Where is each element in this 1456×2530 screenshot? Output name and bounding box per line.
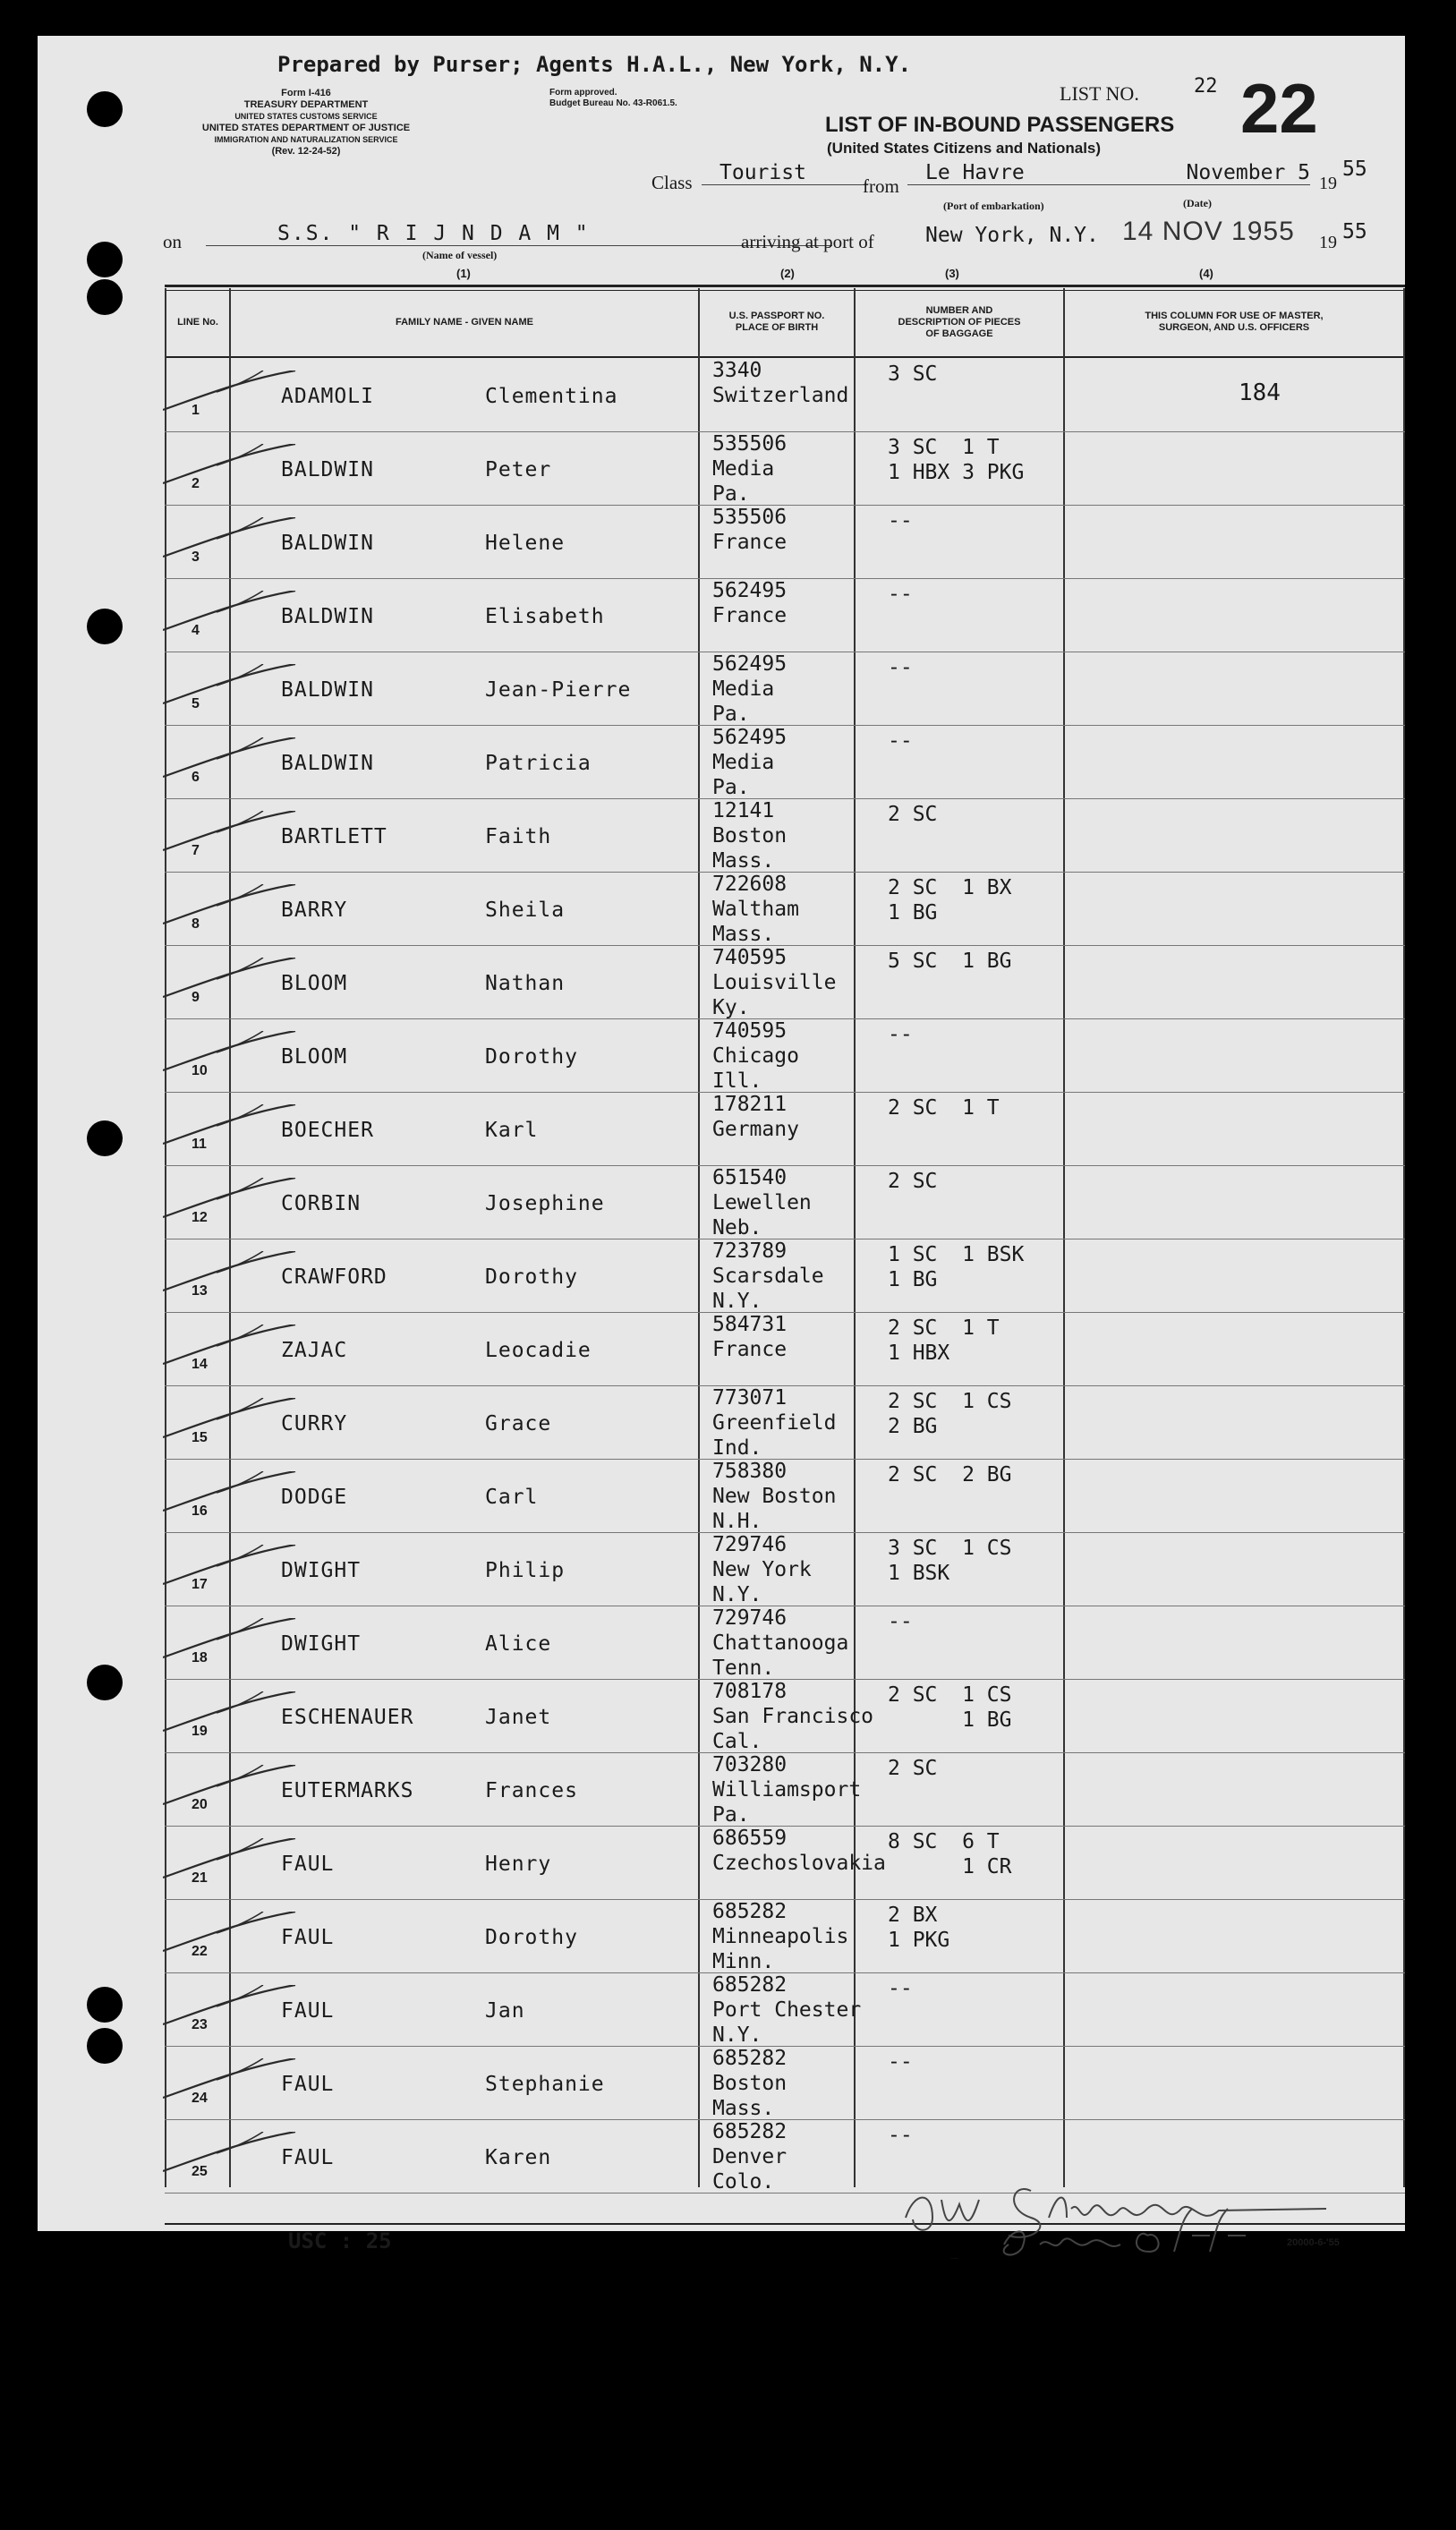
col-header-line: LINE No. <box>177 316 218 328</box>
year-value: 55 <box>1342 158 1367 181</box>
line-number: 24 <box>192 2091 208 2106</box>
passport-cell <box>712 798 787 873</box>
binder-hole <box>87 279 123 315</box>
place-of-birth: San Francisco Cal. <box>712 1705 874 1753</box>
line-number: 12 <box>192 1210 208 1225</box>
place-of-birth: Port Chester N.Y. <box>712 1998 862 2047</box>
table-row <box>38 358 1405 431</box>
baggage: -- <box>888 729 913 753</box>
line-number: 16 <box>192 1504 208 1519</box>
passport-cell <box>712 1165 812 1240</box>
table-row <box>38 431 1405 505</box>
year-prefix: 19 <box>1319 174 1337 193</box>
list-no-typed: 22 <box>1194 75 1218 98</box>
immigration-service: IMMIGRATION AND NATURALIZATION SERVICE <box>214 135 398 144</box>
passport-number: 584731 <box>712 1313 788 1336</box>
passport-number: 729746 <box>712 1533 788 1556</box>
check-mark-icon <box>163 811 297 852</box>
print-code: 20000-6-'55 <box>1287 2237 1340 2248</box>
line-number: 15 <box>192 1430 208 1445</box>
passport-number: 703280 <box>712 1753 788 1776</box>
passport-number: 562495 <box>712 579 788 602</box>
given-name: Peter <box>485 458 552 481</box>
line-number: 22 <box>192 1944 208 1959</box>
check-mark-icon <box>163 371 297 412</box>
line-number: 4 <box>192 623 200 638</box>
svg-text:A W Schumacher: A W Schumacher <box>950 2259 958 2260</box>
given-name: Jan <box>485 1999 525 2023</box>
passport-number: 685282 <box>712 1973 788 1997</box>
list-no-label: LIST NO. <box>1060 82 1139 105</box>
baggage: -- <box>888 2124 913 2147</box>
table-row <box>38 1899 1405 1972</box>
check-mark-icon <box>163 1251 297 1292</box>
passport-number: 773071 <box>712 1386 788 1410</box>
check-mark-icon <box>163 664 297 705</box>
customs-service: UNITED STATES CUSTOMS SERVICE <box>234 112 378 121</box>
check-mark-icon <box>163 1325 297 1366</box>
passport-cell <box>712 578 787 628</box>
passport-cell <box>712 358 848 408</box>
given-name: Dorothy <box>485 1926 578 1949</box>
family-name: FAUL <box>281 2146 335 2169</box>
check-mark-icon <box>163 591 297 632</box>
form-info <box>136 88 476 158</box>
table-top-border-inner <box>165 290 1405 291</box>
given-name: Henry <box>485 1853 552 1876</box>
port-of-embarkation: Le Havre <box>907 161 1122 185</box>
table-row <box>38 1385 1405 1459</box>
family-name: BALDWIN <box>281 458 374 481</box>
given-name: Faith <box>485 825 552 848</box>
arrival-year: 55 <box>1342 220 1367 243</box>
passport-cell <box>712 1826 886 1876</box>
arriving-label: arriving at port of <box>741 231 874 252</box>
table-row <box>38 2046 1405 2119</box>
baggage: 2 SC 1 T 1 HBX <box>888 1316 1000 1365</box>
table-row <box>38 1532 1405 1606</box>
place-of-birth: Louisville Ky. <box>712 971 837 1019</box>
given-name: Helene <box>485 532 566 555</box>
line-number: 10 <box>192 1063 208 1078</box>
table-row <box>38 1165 1405 1239</box>
table-row <box>38 798 1405 872</box>
check-mark-icon <box>163 1765 297 1806</box>
given-name: Clementina <box>485 385 618 408</box>
place-of-birth: Chicago Ill. <box>712 1044 799 1093</box>
table-row <box>38 725 1405 798</box>
col-number-2: (2) <box>780 267 795 280</box>
form-title: LIST OF IN-BOUND PASSENGERS <box>825 113 1175 137</box>
check-mark-icon <box>163 958 297 999</box>
line-number: 6 <box>192 770 200 785</box>
baggage: 2 SC 1 BX 1 BG <box>888 876 1012 924</box>
given-name: Alice <box>485 1632 552 1656</box>
line-number: 2 <box>192 476 200 491</box>
date-caption: (Date) <box>1183 197 1212 209</box>
passport-cell <box>712 1239 824 1314</box>
place-of-birth: Greenfield Ind. <box>712 1411 837 1460</box>
from-label: from <box>863 175 899 197</box>
check-mark-icon <box>163 1031 297 1072</box>
given-name: Karen <box>485 2146 552 2169</box>
family-name: FAUL <box>281 1926 335 1949</box>
table-top-border <box>165 285 1405 287</box>
family-name: CURRY <box>281 1412 348 1435</box>
form-approved-label: Form approved. <box>549 88 617 98</box>
arrival-port: New York, N.Y. <box>925 224 1099 247</box>
place-of-birth: Media Pa. <box>712 751 775 799</box>
passport-number: 651540 <box>712 1166 788 1189</box>
passport-cell <box>712 1899 848 1974</box>
line-number: 19 <box>192 1724 208 1739</box>
baggage: -- <box>888 583 913 606</box>
given-name: Carl <box>485 1486 539 1509</box>
given-name: Karl <box>485 1119 539 1142</box>
check-mark-icon <box>163 517 297 558</box>
place-of-birth: Media Pa. <box>712 677 775 726</box>
place-of-birth: Switzerland <box>712 384 849 407</box>
passport-cell <box>712 945 836 1020</box>
family-name: ADAMOLI <box>281 385 374 408</box>
table-row <box>38 1606 1405 1679</box>
table-row <box>38 1972 1405 2046</box>
table-row <box>38 1459 1405 1532</box>
family-name: DODGE <box>281 1486 348 1509</box>
check-mark-icon <box>163 2058 297 2100</box>
prepared-by: Prepared by Purser; Agents H.A.L., New York, N.Y. <box>277 52 912 77</box>
table-row <box>38 1239 1405 1312</box>
baggage: 3 SC 1 T 1 HBX 3 PKG <box>888 436 1025 484</box>
passport-cell <box>712 2119 787 2194</box>
family-name: BARRY <box>281 899 348 922</box>
passport-number: 740595 <box>712 1019 788 1043</box>
place-of-birth: Media Pa. <box>712 457 775 506</box>
line-number: 3 <box>192 549 200 565</box>
check-mark-icon <box>163 444 297 485</box>
passport-cell <box>712 1972 861 2048</box>
check-mark-icon <box>163 2132 297 2173</box>
given-name: Grace <box>485 1412 552 1435</box>
baggage: 3 SC 1 CS 1 BSK <box>888 1537 1012 1585</box>
class-label: Class <box>651 172 693 193</box>
place-of-birth: New York N.Y. <box>712 1558 812 1606</box>
officer-note: 184 <box>1239 379 1281 406</box>
passport-number: 722608 <box>712 873 788 896</box>
line-number: 25 <box>192 2164 208 2179</box>
table-row <box>38 1679 1405 1752</box>
col-header-name: FAMILY NAME - GIVEN NAME <box>395 316 534 328</box>
baggage: -- <box>888 656 913 679</box>
place-of-birth: Lewellen Neb. <box>712 1191 812 1239</box>
baggage: 2 BX 1 PKG <box>888 1904 950 1952</box>
place-of-birth: Chattanooga Tenn. <box>712 1631 849 1680</box>
col-number-1: (1) <box>456 267 471 280</box>
table-row <box>38 945 1405 1018</box>
family-name: ESCHENAUER <box>281 1706 414 1729</box>
family-name: DWIGHT <box>281 1559 362 1582</box>
check-mark-icon <box>163 1691 297 1733</box>
passport-number: 562495 <box>712 652 788 676</box>
passport-cell <box>712 2046 787 2121</box>
passport-cell <box>712 431 787 507</box>
table-row <box>38 505 1405 578</box>
passport-cell <box>712 1018 799 1094</box>
passport-number: 12141 <box>712 799 775 822</box>
form-number: Form I-416 <box>281 88 331 98</box>
given-name: Stephanie <box>485 2073 605 2096</box>
given-name: Frances <box>485 1779 578 1802</box>
baggage: 2 SC 1 CS 2 BG <box>888 1390 1012 1438</box>
check-mark-icon <box>163 884 297 925</box>
col-header-baggage: NUMBER AND DESCRIPTION OF PIECES OF BAGGAGE <box>898 304 1021 339</box>
family-name: EUTERMARKS <box>281 1779 414 1802</box>
baggage: -- <box>888 2050 913 2074</box>
passport-cell <box>712 1385 836 1461</box>
passport-number: 686559 <box>712 1827 788 1850</box>
col-header-passport: U.S. PASSPORT NO. PLACE OF BIRTH <box>728 311 825 333</box>
check-mark-icon <box>163 1104 297 1146</box>
passport-cell <box>712 652 787 727</box>
family-name: BLOOM <box>281 972 348 995</box>
place-of-birth: France <box>712 604 788 627</box>
treasury-dept: TREASURY DEPARTMENT <box>243 99 369 110</box>
revision: (Rev. 12-24-52) <box>271 146 341 157</box>
vessel-name: S.S. " R I J N D A M " <box>206 222 832 246</box>
table-row <box>38 1826 1405 1899</box>
baggage: 2 SC <box>888 1170 938 1193</box>
date-value: November 5 <box>1122 161 1310 185</box>
check-mark-icon <box>163 1985 297 2026</box>
family-name: CRAWFORD <box>281 1265 387 1289</box>
table-row <box>38 1018 1405 1092</box>
binder-hole <box>87 242 123 277</box>
line-number: 7 <box>192 843 200 858</box>
passport-number: 3340 <box>712 359 762 382</box>
vessel-caption: (Name of vessel) <box>422 249 498 261</box>
place-of-birth: Waltham Mass. <box>712 898 799 946</box>
arrival-year-prefix: 19 <box>1319 233 1337 252</box>
baggage: 2 SC 1 CS 1 BG <box>888 1683 1012 1732</box>
passport-number: 685282 <box>712 1900 788 1923</box>
line-number: 20 <box>192 1797 208 1812</box>
line-number: 11 <box>192 1137 207 1152</box>
given-name: Dorothy <box>485 1045 578 1069</box>
passport-number: 685282 <box>712 2120 788 2143</box>
given-name: Nathan <box>485 972 566 995</box>
port-caption: (Port of embarkation) <box>943 200 1044 212</box>
baggage: -- <box>888 1023 913 1046</box>
check-mark-icon <box>163 1398 297 1439</box>
baggage: -- <box>888 509 913 532</box>
table-row <box>38 872 1405 945</box>
passport-number: 723789 <box>712 1239 788 1263</box>
family-name: BLOOM <box>281 1045 348 1069</box>
place-of-birth: Williamsport Pa. <box>712 1778 862 1827</box>
passport-number: 562495 <box>712 726 788 749</box>
passport-cell <box>712 1606 848 1681</box>
passport-cell <box>712 1312 787 1362</box>
place-of-birth: Scarsdale N.Y. <box>712 1265 824 1313</box>
place-of-birth: Minneapolis Minn. <box>712 1925 849 1973</box>
usc-total: USC : 25 <box>288 2228 392 2253</box>
baggage: 2 SC 1 T <box>888 1096 1000 1120</box>
given-name: Leocadie <box>485 1339 592 1362</box>
form-subtitle: (United States Citizens and Nationals) <box>827 140 1102 157</box>
line-number: 18 <box>192 1650 208 1665</box>
given-name: Dorothy <box>485 1265 578 1289</box>
given-name: Jean-Pierre <box>485 678 632 702</box>
check-mark-icon <box>163 1618 297 1659</box>
form-approved <box>549 88 677 109</box>
line-number: 9 <box>192 990 200 1005</box>
check-mark-icon <box>163 1471 297 1512</box>
family-name: FAUL <box>281 2073 335 2096</box>
passport-cell <box>712 1532 812 1607</box>
check-mark-icon <box>163 1838 297 1879</box>
justice-dept: UNITED STATES DEPARTMENT OF JUSTICE <box>201 123 411 133</box>
place-of-birth: Czechoslovakia <box>712 1852 886 1875</box>
check-mark-icon <box>163 737 297 779</box>
table-row <box>38 578 1405 652</box>
given-name: Josephine <box>485 1192 605 1215</box>
family-name: BALDWIN <box>281 678 374 702</box>
check-mark-icon <box>163 1178 297 1219</box>
budget-bureau: Budget Bureau No. 43-R061.5. <box>549 98 677 108</box>
check-mark-icon <box>163 1545 297 1586</box>
table-row <box>38 1092 1405 1165</box>
table-row <box>38 1752 1405 1826</box>
family-name: BALDWIN <box>281 532 374 555</box>
passport-cell <box>712 1092 799 1142</box>
baggage: 8 SC 6 T 1 CR <box>888 1830 1012 1878</box>
family-name: DWIGHT <box>281 1632 362 1656</box>
binder-hole <box>87 91 123 127</box>
family-name: BALDWIN <box>281 605 374 628</box>
line-number: 17 <box>192 1577 208 1592</box>
list-no-large: 22 <box>1240 69 1318 148</box>
passport-number: 178211 <box>712 1093 788 1116</box>
place-of-birth: France <box>712 531 788 554</box>
col-number-4: (4) <box>1199 267 1213 280</box>
passport-number: 758380 <box>712 1460 788 1483</box>
passport-number: 685282 <box>712 2047 788 2070</box>
place-of-birth: New Boston N.H. <box>712 1485 837 1533</box>
passport-number: 708178 <box>712 1680 788 1703</box>
family-name: FAUL <box>281 1853 335 1876</box>
baggage: 2 SC <box>888 1757 938 1780</box>
given-name: Philip <box>485 1559 566 1582</box>
baggage: 3 SC <box>888 362 938 386</box>
col-header-officers: THIS COLUMN FOR USE OF MASTER, SURGEON, AND U.S. OFFICERS <box>1145 311 1324 333</box>
place-of-birth: Boston Mass. <box>712 824 788 873</box>
family-name: FAUL <box>281 1999 335 2023</box>
line-number: 13 <box>192 1283 208 1299</box>
manifest-page <box>38 36 1405 2260</box>
line-number: 14 <box>192 1357 208 1372</box>
passport-number: 535506 <box>712 506 788 529</box>
passport-cell <box>712 725 787 800</box>
baggage: 2 SC 2 BG <box>888 1463 1012 1486</box>
given-name: Sheila <box>485 899 566 922</box>
col-number-3: (3) <box>945 267 959 280</box>
on-label: on <box>163 231 182 252</box>
passport-number: 535506 <box>712 432 788 456</box>
place-of-birth: Boston Mass. <box>712 2072 788 2120</box>
passport-number: 729746 <box>712 1606 788 1630</box>
family-name: ZAJAC <box>281 1339 348 1362</box>
family-name: BOECHER <box>281 1119 374 1142</box>
table-row <box>38 652 1405 725</box>
passport-cell <box>712 1679 873 1754</box>
check-mark-icon <box>163 1912 297 1953</box>
family-name: BARTLETT <box>281 825 387 848</box>
passport-cell <box>712 1459 836 1534</box>
baggage: 1 SC 1 BSK 1 BG <box>888 1243 1025 1291</box>
place-of-birth: Germany <box>712 1118 799 1141</box>
given-name: Patricia <box>485 752 592 775</box>
family-name: CORBIN <box>281 1192 362 1215</box>
class-value: Tourist <box>702 161 868 185</box>
table-row <box>38 1312 1405 1385</box>
baggage: -- <box>888 1977 913 2000</box>
baggage: -- <box>888 1610 913 1633</box>
passport-cell <box>712 872 799 947</box>
line-number: 21 <box>192 1870 208 1886</box>
given-name: Janet <box>485 1706 552 1729</box>
line-number: 23 <box>192 2017 208 2032</box>
arrival-date-stamp: 14 NOV 1955 <box>1122 217 1295 246</box>
line-number: 5 <box>192 696 200 711</box>
line-number: 8 <box>192 916 200 932</box>
family-name: BALDWIN <box>281 752 374 775</box>
passport-cell <box>712 1752 861 1827</box>
place-of-birth: Denver Colo. <box>712 2145 788 2194</box>
baggage: 5 SC 1 BG <box>888 950 1012 973</box>
passport-cell <box>712 505 787 555</box>
place-of-birth: France <box>712 1338 788 1361</box>
given-name: Elisabeth <box>485 605 605 628</box>
baggage: 2 SC <box>888 803 938 826</box>
passport-number: 740595 <box>712 946 788 969</box>
line-number: 1 <box>192 403 200 418</box>
